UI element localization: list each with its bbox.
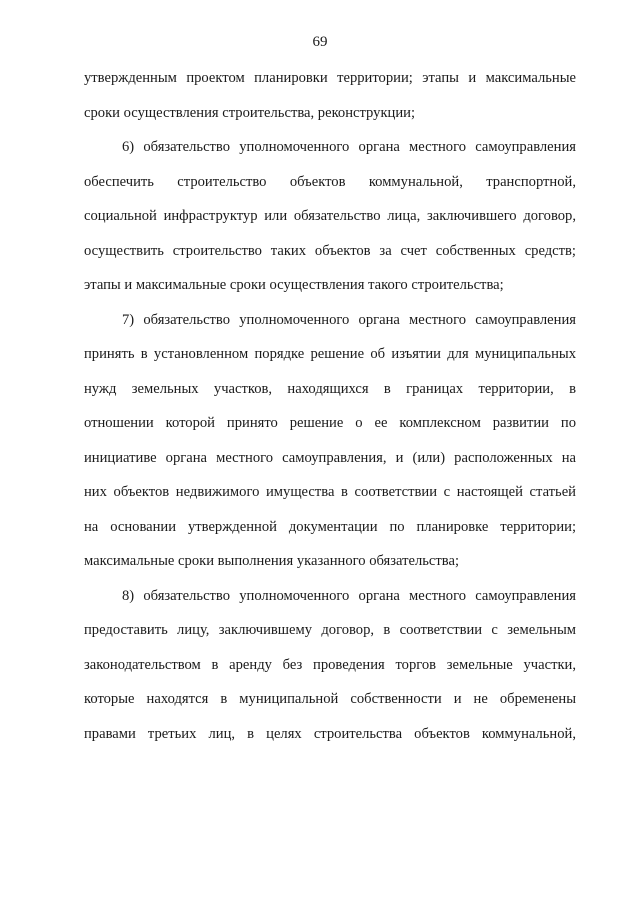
text-line: 7) обязательство уполномоченного органа местного самоуправления: [122, 311, 576, 328]
text-line: социальной инфраструктур или обязательство лица, заключившего договор,: [84, 208, 576, 224]
text-line: отношении которой принято решение о ее комплексном развитии по: [84, 415, 576, 431]
text-line: 8) обязательство уполномоченного органа местного самоуправления: [122, 587, 576, 604]
document-body: [84, 68, 576, 758]
text-line: которые находятся в муниципальной собственности и не обременены: [84, 691, 576, 707]
text-line: нужд земельных участков, находящихся в границах территории, в: [84, 380, 576, 397]
text-line: осуществить строительство таких объектов за счет собственных средств;: [84, 242, 576, 259]
text-line: инициативе органа местного самоуправления, и (или) расположенных на: [84, 449, 576, 466]
text-line: них объектов недвижимого имущества в соответствии с настоящей статьей: [84, 484, 576, 500]
text-line: обеспечить строительство объектов коммунальной, транспортной,: [84, 173, 576, 190]
text-line: предоставить лицу, заключившему договор, в соответствии с земельным: [84, 622, 576, 638]
text-line: правами третьих лиц, в целях строительства объектов коммунальной,: [84, 725, 576, 742]
text-line: сроки осуществления строительства, реконструкции;: [84, 104, 416, 121]
text-line: принять в установленном порядке решение об изъятии для муниципальных: [84, 346, 576, 362]
text-line: утвержденным проектом планировки территории; этапы и максимальные: [84, 70, 576, 86]
text-line: максимальные сроки выполнения указанного обязательства;: [84, 553, 460, 569]
text-line: законодательством в аренду без проведения торгов земельные участки,: [84, 656, 576, 673]
text-line: 6) обязательство уполномоченного органа местного самоуправления: [122, 139, 576, 155]
page-number: 69: [312, 34, 328, 50]
text-line: этапы и максимальные сроки осуществления такого строительства;: [84, 277, 504, 293]
text-line: на основании утвержденной документации по планировке территории;: [84, 518, 576, 535]
